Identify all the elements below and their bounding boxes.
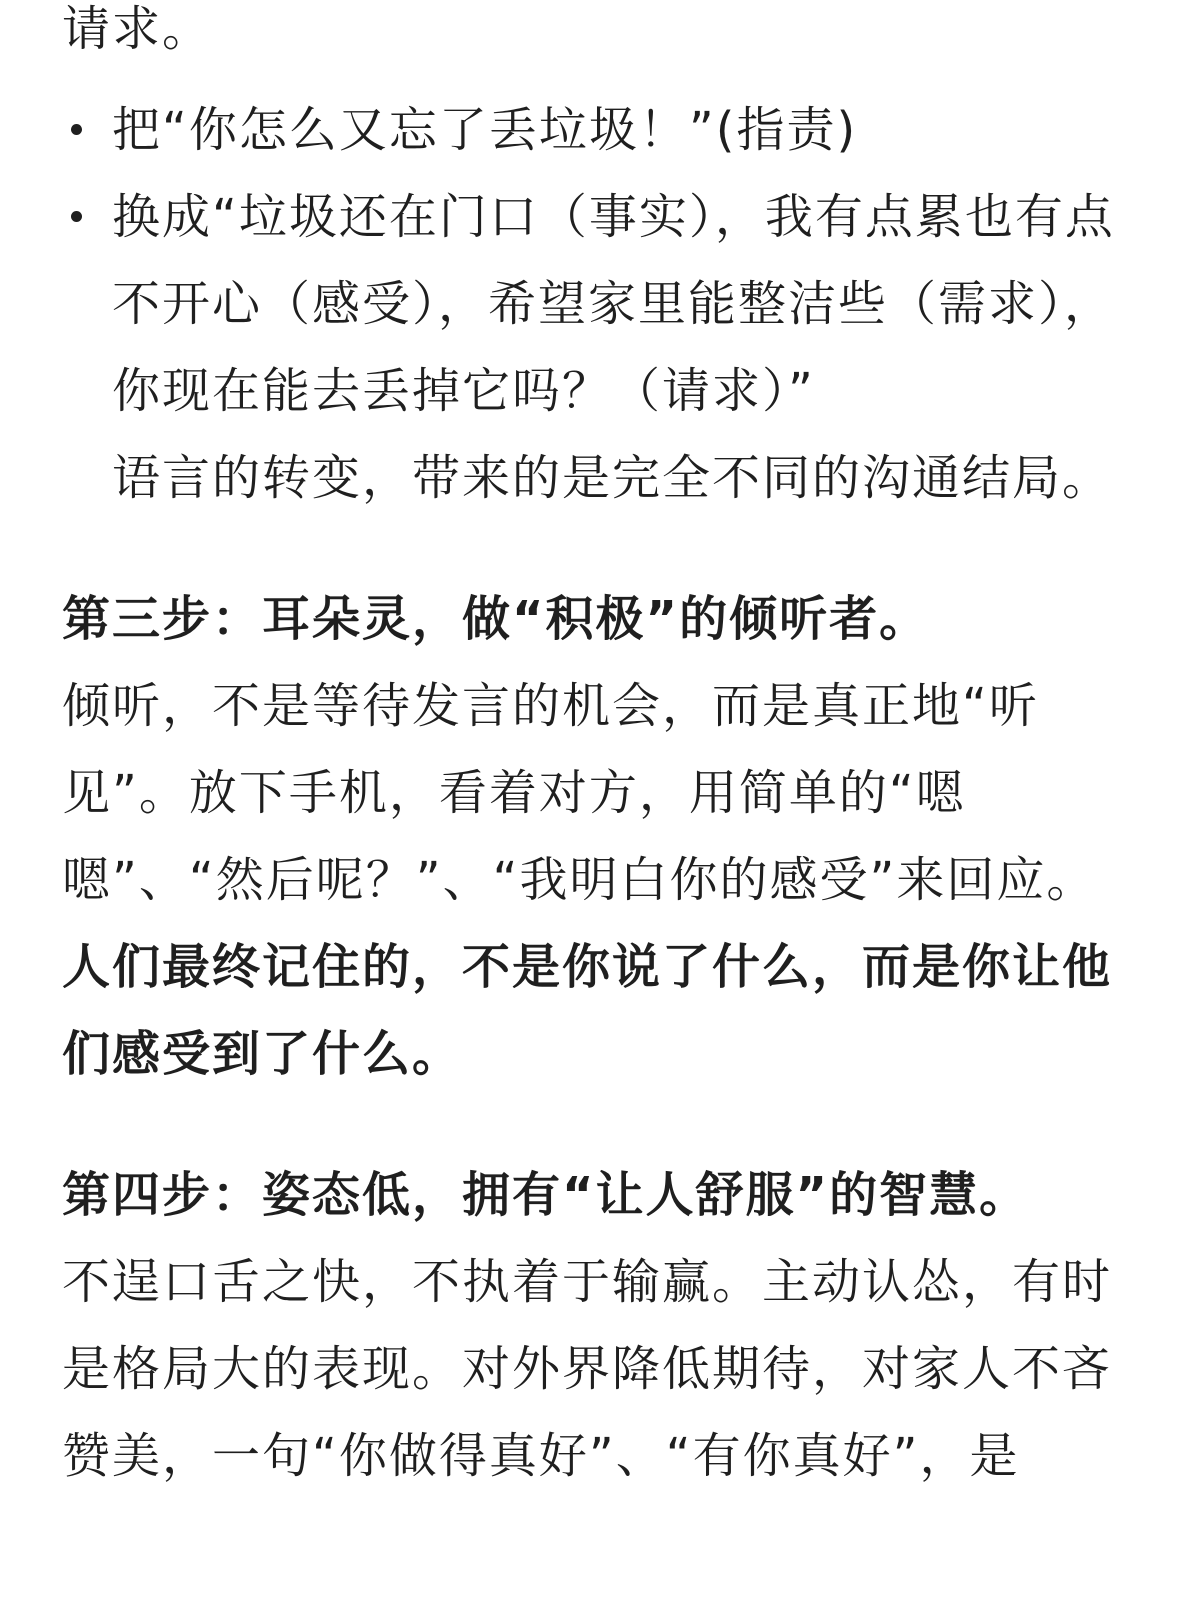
list-item xyxy=(62,87,1122,174)
step3-emphasis-text: 人们最终记住的，不是你说了什么，而是你让他们感受到了什么。 xyxy=(62,939,1113,1082)
spacer xyxy=(62,1098,1122,1152)
spacer xyxy=(62,522,1122,576)
list-item-text: 把“你怎么又忘了丢垃圾！”(指责) xyxy=(112,102,858,158)
step3-heading: 第三步：耳朵灵，做“积极”的倾听者。 xyxy=(62,591,930,647)
bullet-icon xyxy=(71,124,82,135)
step3-body-text: 倾听，不是等待发言的机会，而是真正地“听见”。放下手机，看着对方，用简单的“嗯嗯”、“然后呢？”、“我明白你的感受”来回应。 xyxy=(62,678,1097,908)
bullet-icon xyxy=(71,211,82,222)
article-body xyxy=(62,0,1122,1500)
step4-paragraph: 不逞口舌之快，不执着于输赢。主动认怂，有时是格局大的表现。对外界降低期待，对家人不吝赞美，一句“你做得真好”、“有你真好”，是 xyxy=(62,1254,1113,1484)
step3-paragraph xyxy=(62,663,1122,1098)
step4-heading: 第四步：姿态低，拥有“让人舒服”的智慧。 xyxy=(62,1167,1030,1223)
bullet-followup-text: 语言的转变，带来的是完全不同的沟通结局。 xyxy=(112,450,1113,506)
spacer xyxy=(62,73,1122,87)
example-list xyxy=(62,87,1122,435)
list-item xyxy=(62,174,1122,435)
list-item-text: 换成“垃圾还在门口（事实），我有点累也有点不开心（感受），希望家里能整洁些（需求），你现在能去丢掉它吗？（请求）” xyxy=(112,189,1115,419)
intro-tail-text: 请求。 xyxy=(62,1,213,57)
